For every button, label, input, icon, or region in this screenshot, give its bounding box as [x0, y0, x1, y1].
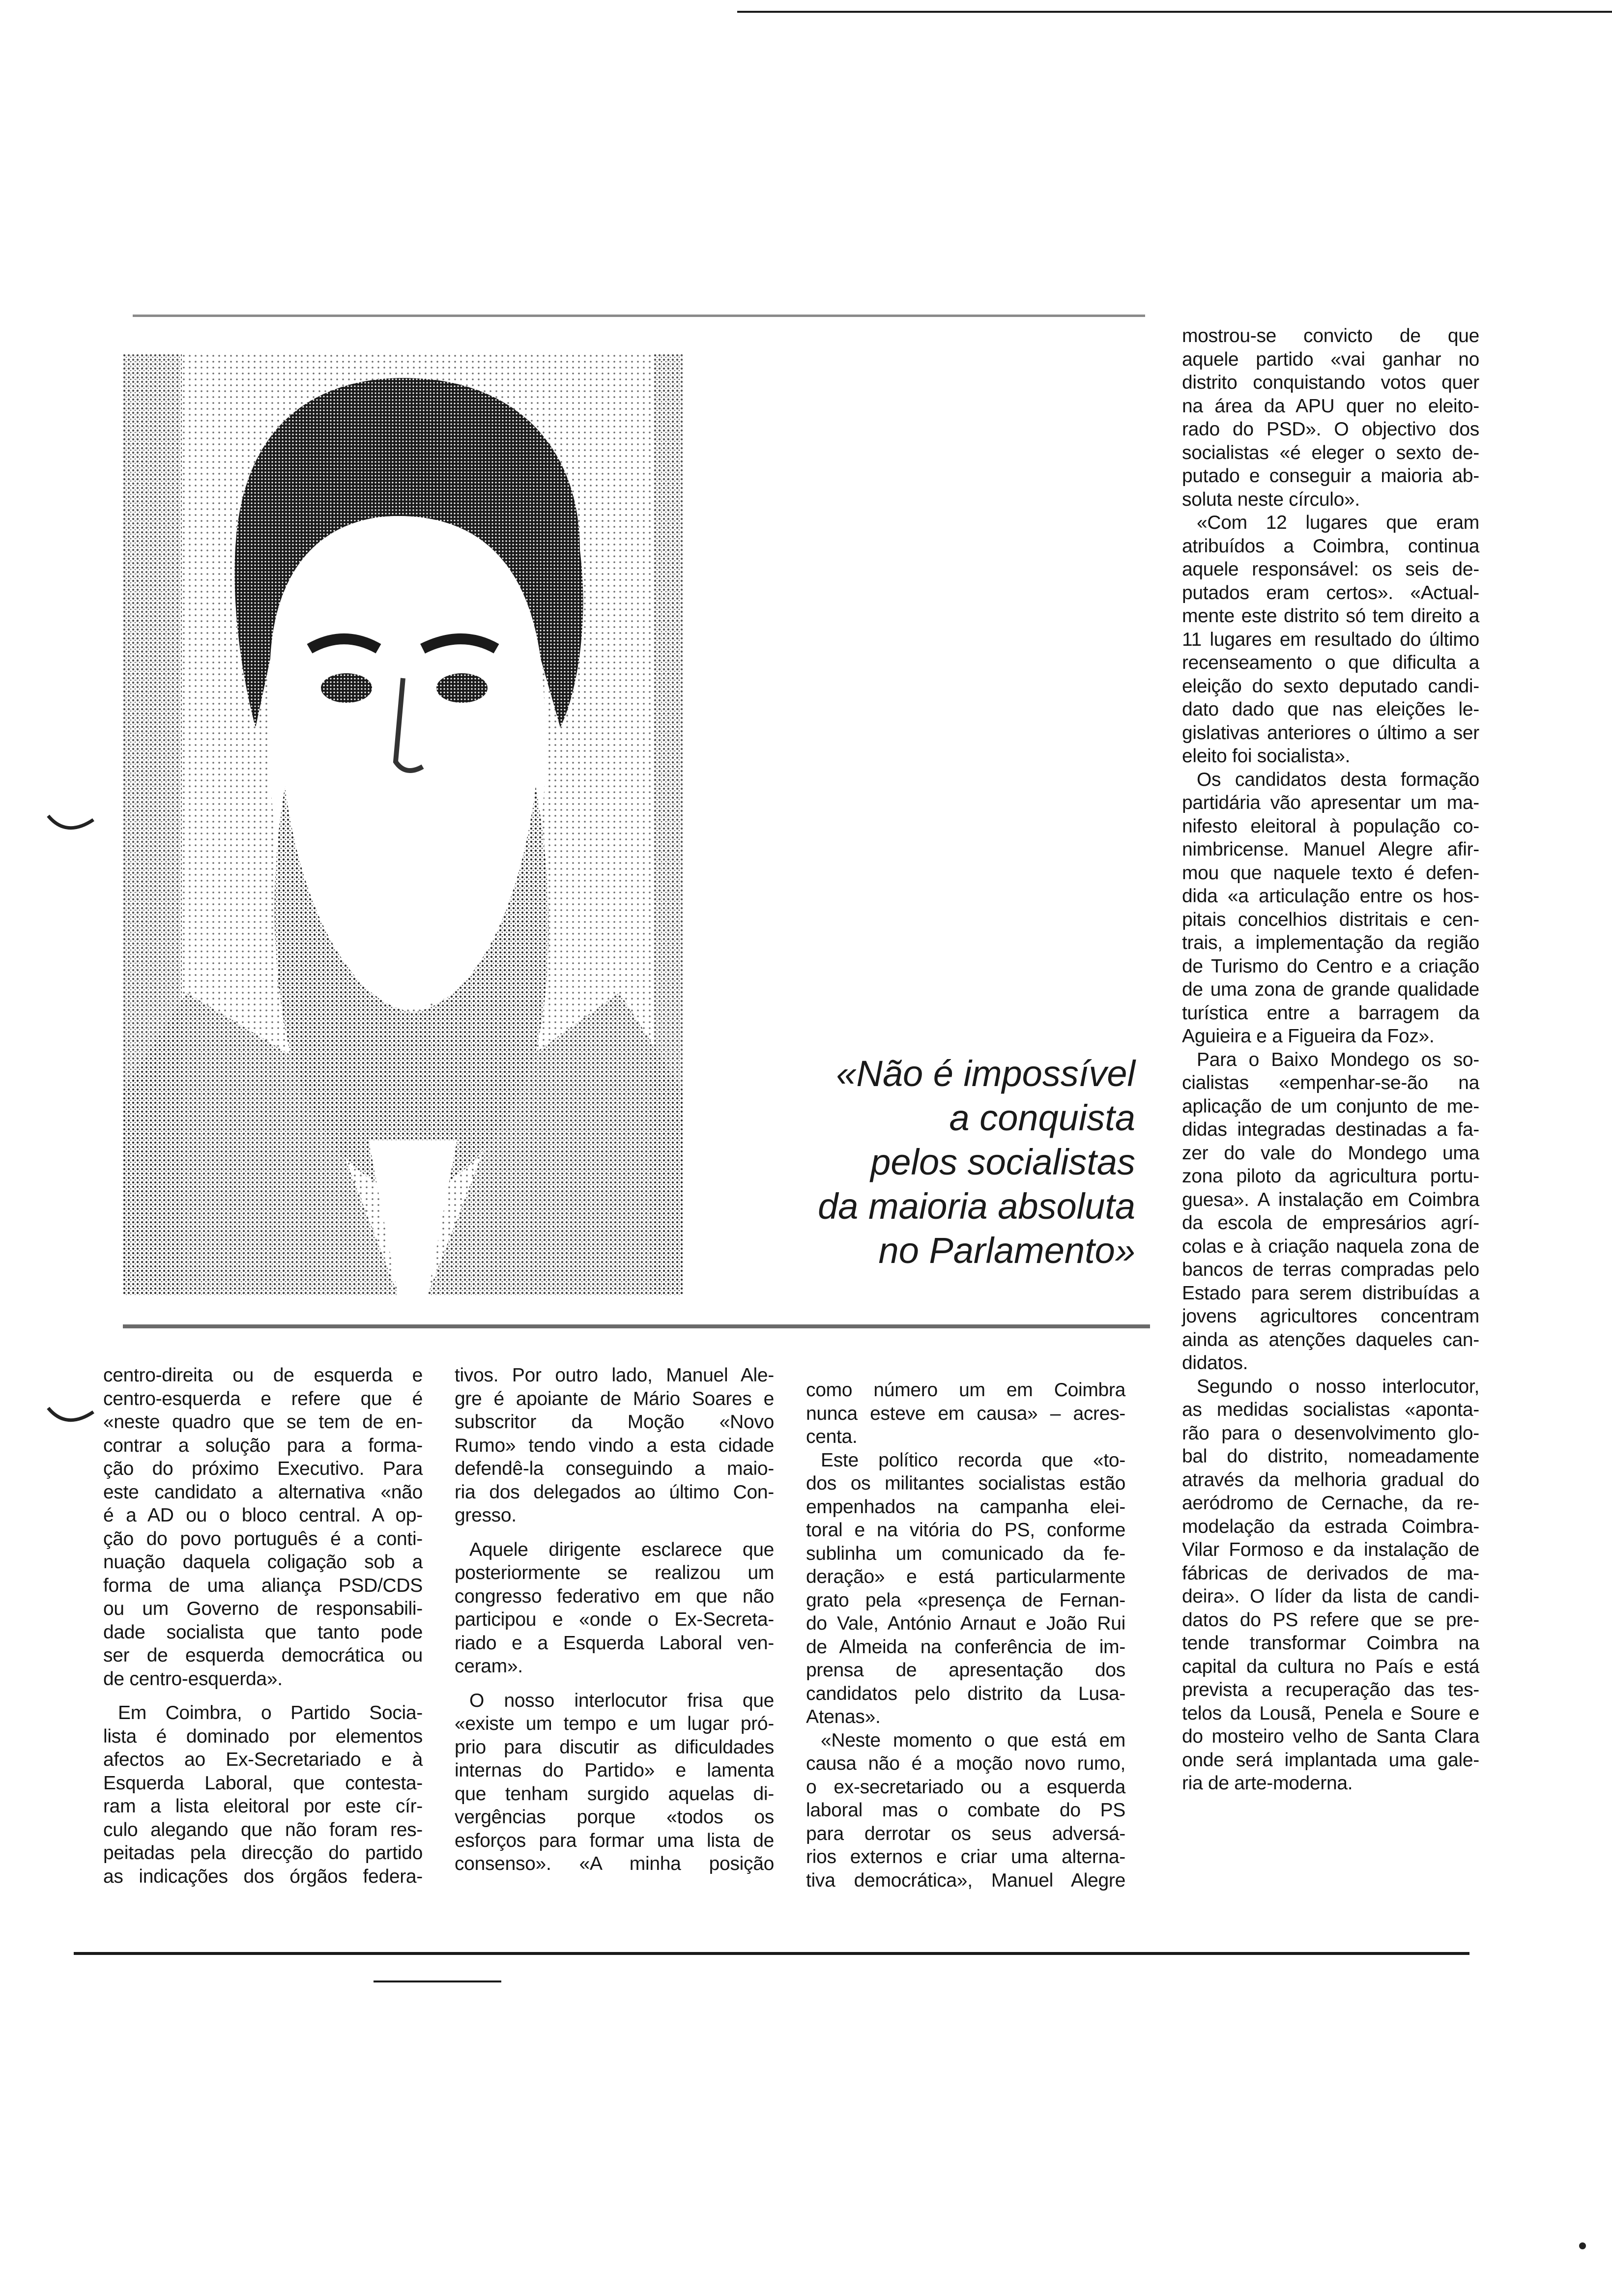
- text-line: rado do PSD». O objectivo dos: [1182, 419, 1479, 440]
- text-line: subscritor da Moção «Novo: [455, 1411, 774, 1433]
- text-line: distrito conquistando votos quer: [1182, 372, 1479, 393]
- text-line: de uma zona de grande qualidade: [1182, 979, 1479, 1000]
- text-line: mostrou-se convicto de que: [1182, 325, 1479, 346]
- text-line: Atenas».: [806, 1706, 881, 1727]
- bottom-small-rule: [374, 1980, 501, 1982]
- text-line: Vilar Formoso e da instalação de: [1182, 1539, 1479, 1560]
- text-line: tivos. Por outro lado, Manuel Ale-: [455, 1365, 774, 1386]
- text-line: Esquerda Laboral, que contesta-: [103, 1772, 423, 1794]
- text-line: da escola de empresários agrí-: [1182, 1212, 1479, 1234]
- text-line: aplicação de um conjunto de me-: [1182, 1095, 1479, 1117]
- text-line: telos da Lousã, Penela e Soure e: [1182, 1702, 1479, 1724]
- text-line: eleição do sexto deputado candi-: [1182, 675, 1479, 697]
- text-line: nimbricense. Manuel Alegre afir-: [1182, 839, 1479, 860]
- text-line: onde será implantada uma gale-: [1182, 1749, 1479, 1771]
- text-line: de centro-esquerda».: [103, 1668, 283, 1690]
- text-line: empenhados na campanha elei-: [806, 1496, 1125, 1518]
- headline-quote: [713, 1052, 1135, 1273]
- text-line: na área da APU quer no eleito-: [1182, 395, 1479, 417]
- text-line: Aquele dirigente esclarece que: [469, 1539, 774, 1560]
- text-line: rão para o desenvolvimento glo-: [1182, 1422, 1479, 1444]
- text-line: toral e na vitória do PS, conforme: [806, 1520, 1125, 1541]
- text-line: putado e conseguir a maioria ab-: [1182, 465, 1479, 487]
- text-line: dato dado que nas eleições le-: [1182, 699, 1479, 720]
- text-line: dos os militantes socialistas estão: [806, 1473, 1125, 1494]
- text-line: nifesto eleitoral à população co-: [1182, 815, 1479, 837]
- text-line: jovens agricultores concentram: [1182, 1306, 1479, 1327]
- text-line: trais, a implementação da região: [1182, 932, 1479, 953]
- text-line: tiva democrática», Manuel Alegre: [806, 1869, 1125, 1891]
- text-line: vergências porque «todos os: [455, 1807, 774, 1828]
- text-line: didatos.: [1182, 1352, 1248, 1374]
- text-line: as indicações dos órgãos federa-: [103, 1866, 423, 1887]
- text-line: pitais concelhios distritais e cen-: [1182, 909, 1479, 930]
- text-line: centro-esquerda e refere que é: [103, 1388, 423, 1409]
- text-line: Os candidatos desta formação: [1197, 769, 1479, 790]
- text-line: nuação daquela coligação sob a: [103, 1551, 423, 1573]
- text-line: deira». O líder da lista de candi-: [1182, 1586, 1479, 1607]
- text-line: turística entre a barragem da: [1182, 1002, 1479, 1024]
- text-line: que tenham surgido aquelas di-: [455, 1783, 774, 1805]
- text-line: como número um em Coimbra: [806, 1379, 1125, 1401]
- text-line: causa não é a moção novo rumo,: [806, 1753, 1125, 1774]
- text-line: tende transformar Coimbra na: [1182, 1633, 1479, 1654]
- text-line: Este político recorda que «to-: [821, 1449, 1125, 1471]
- headline-line: da maioria absoluta: [818, 1186, 1135, 1227]
- text-line: consenso». «A minha posição: [455, 1853, 774, 1874]
- text-line: bancos de terras compradas pelo: [1182, 1259, 1479, 1280]
- punch-mark-icon: [44, 1403, 98, 1433]
- text-line: defendê-la conseguindo a maio-: [455, 1458, 774, 1479]
- text-line: as medidas socialistas «aponta-: [1182, 1399, 1479, 1420]
- text-line: é a AD ou o bloco central. A op-: [103, 1505, 423, 1526]
- text-line: aeródromo de Cernache, da re-: [1182, 1492, 1479, 1514]
- top-page-rule: [737, 11, 1612, 13]
- text-line: Para o Baixo Mondego os so-: [1197, 1049, 1479, 1070]
- text-line: prio para discutir as dificuldades: [455, 1736, 774, 1758]
- text-line: ram a lista eleitoral por este cír-: [103, 1796, 423, 1817]
- text-line: modelação da estrada Coimbra-: [1182, 1516, 1479, 1537]
- headline-line: pelos socialistas: [870, 1142, 1135, 1182]
- text-line: de Almeida na conferência de im-: [806, 1636, 1125, 1658]
- text-line: socialistas «é eleger o sexto de-: [1182, 442, 1479, 463]
- text-line: ção do próximo Executivo. Para: [103, 1458, 423, 1479]
- text-line: posteriormente se realizou um: [455, 1562, 774, 1583]
- text-line: de Turismo do Centro e a criação: [1182, 955, 1479, 977]
- text-line: centa.: [806, 1426, 858, 1447]
- text-line: mou que naquele texto é defen-: [1182, 862, 1479, 884]
- text-line: peitadas pela direcção do partido: [103, 1842, 423, 1864]
- text-line: mente este distrito só tem direito a: [1182, 605, 1479, 627]
- text-line: do Vale, António Arnaut e João Rui: [806, 1613, 1125, 1634]
- text-line: ção do povo português é a conti-: [103, 1528, 423, 1550]
- text-line: Aguieira e a Figueira da Foz».: [1182, 1026, 1435, 1047]
- text-line: ceram».: [455, 1656, 523, 1677]
- text-line: este candidato a alternativa «não: [103, 1481, 423, 1503]
- text-line: didas integradas destinadas a fa-: [1182, 1119, 1479, 1140]
- text-line: participou e «onde o Ex-Secreta-: [455, 1609, 774, 1630]
- text-line: capital da cultura no País e está: [1182, 1656, 1479, 1677]
- text-line: nunca esteve em causa» – acres-: [806, 1403, 1125, 1424]
- text-line: grato pela «presença de Fernan-: [806, 1589, 1125, 1611]
- text-line: putados eram certos». «Actual-: [1182, 582, 1479, 603]
- headline-line: «Não é impossível: [836, 1053, 1135, 1094]
- text-line: rios externos e criar uma alterna-: [806, 1846, 1125, 1867]
- text-line: deração» e está particularmente: [806, 1566, 1125, 1587]
- text-line: partidária vão apresentar um ma-: [1182, 792, 1479, 813]
- text-line: o ex-secretariado ou a esquerda: [806, 1776, 1125, 1798]
- text-line: prevista a recuperação das tes-: [1182, 1679, 1479, 1700]
- headline-line: a conquista: [949, 1097, 1135, 1138]
- text-line: colas e à criação naquela zona de: [1182, 1235, 1479, 1257]
- text-line: do mosteiro velho de Santa Clara: [1182, 1726, 1479, 1747]
- dot-mark-icon: [1578, 2241, 1587, 2251]
- text-line: ria de arte-moderna.: [1182, 1773, 1353, 1794]
- text-line: culo alegando que não foram res-: [103, 1819, 423, 1840]
- text-line: O nosso interlocutor frisa que: [469, 1690, 774, 1711]
- article-column-right: [1182, 324, 1479, 1795]
- text-line: ria dos delegados ao último Con-: [455, 1481, 774, 1503]
- text-line: riado e a Esquerda Laboral ven-: [455, 1632, 774, 1654]
- text-line: contrar a solução para a forma-: [103, 1435, 423, 1456]
- text-line: gresso.: [455, 1505, 517, 1526]
- portrait-photo-icon: [123, 354, 683, 1295]
- text-line: guesa». A instalação em Coimbra: [1182, 1189, 1479, 1210]
- text-line: para derrotar os seus adversá-: [806, 1823, 1125, 1844]
- text-line: zer do vale do Mondego uma: [1182, 1142, 1479, 1164]
- text-line: zona piloto da agricultura portu-: [1182, 1166, 1479, 1187]
- text-line: laboral mas o combate do PS: [806, 1800, 1125, 1821]
- headline-line: no Parlamento»: [878, 1230, 1135, 1271]
- text-line: fábricas de derivados de ma-: [1182, 1562, 1479, 1584]
- article-column-2: [455, 1364, 774, 1876]
- text-line: eleito foi socialista».: [1182, 746, 1351, 767]
- bottom-page-rule: [74, 1952, 1469, 1955]
- portrait-photo: [123, 354, 683, 1295]
- text-line: Em Coimbra, o Partido Socia-: [118, 1702, 423, 1723]
- text-line: ou um Governo de responsabili-: [103, 1598, 423, 1619]
- text-line: lista é dominado por elementos: [103, 1725, 423, 1747]
- text-line: aquele responsável: os seis de-: [1182, 559, 1479, 580]
- text-line: datos do PS refere que se pre-: [1182, 1609, 1479, 1631]
- article-column-3: [806, 1378, 1125, 1892]
- text-line: através da melhoria gradual do: [1182, 1469, 1479, 1491]
- text-line: Segundo o nosso interlocutor,: [1197, 1376, 1479, 1397]
- text-line: soluta neste círculo».: [1182, 488, 1360, 510]
- text-line: afectos ao Ex-Secretariado e à: [103, 1749, 423, 1770]
- text-line: aquele partido «vai ganhar no: [1182, 348, 1479, 370]
- text-line: cialistas «empenhar-se-ão na: [1182, 1072, 1479, 1093]
- text-line: «existe um tempo e um lugar pró-: [455, 1713, 774, 1734]
- photo-bottom-rule: [123, 1324, 1150, 1328]
- text-line: gre é apoiante de Mário Soares e: [455, 1388, 774, 1409]
- text-line: congresso federativo em que não: [455, 1585, 774, 1607]
- text-line: prensa de apresentação dos: [806, 1660, 1125, 1681]
- text-line: recenseamento o que dificulta a: [1182, 652, 1479, 673]
- text-line: Rumo» tendo vindo a esta cidade: [455, 1435, 774, 1456]
- punch-mark-icon: [44, 811, 98, 840]
- text-line: dade socialista que tanto pode: [103, 1621, 423, 1643]
- text-line: «neste quadro que se tem de en-: [103, 1411, 423, 1433]
- text-line: Estado para serem distribuídas a: [1182, 1282, 1479, 1304]
- text-line: esforços para formar uma lista de: [455, 1830, 774, 1851]
- text-line: gislativas anteriores o último a ser: [1182, 722, 1479, 744]
- text-line: centro-direita ou de esquerda e: [103, 1365, 423, 1386]
- text-line: ser de esquerda democrática ou: [103, 1645, 423, 1666]
- text-line: ainda as atenções daqueles can-: [1182, 1329, 1479, 1350]
- photo-top-rule: [133, 315, 1145, 317]
- text-line: atribuídos a Coimbra, continua: [1182, 535, 1479, 557]
- text-line: 11 lugares em resultado do último: [1182, 629, 1479, 650]
- article-column-1: [103, 1364, 423, 1888]
- text-line: candidatos pelo distrito da Lusa-: [806, 1683, 1125, 1704]
- text-line: «Neste momento o que está em: [821, 1729, 1125, 1751]
- text-line: bal do distrito, nomeadamente: [1182, 1446, 1479, 1467]
- text-line: sublinha um comunicado da fe-: [806, 1543, 1125, 1564]
- text-line: «Com 12 lugares que eram: [1197, 512, 1479, 533]
- text-line: forma de uma aliança PSD/CDS: [103, 1575, 423, 1596]
- text-line: internas do Partido» e lamenta: [455, 1760, 774, 1781]
- text-line: dida «a articulação entre os hos-: [1182, 886, 1479, 907]
